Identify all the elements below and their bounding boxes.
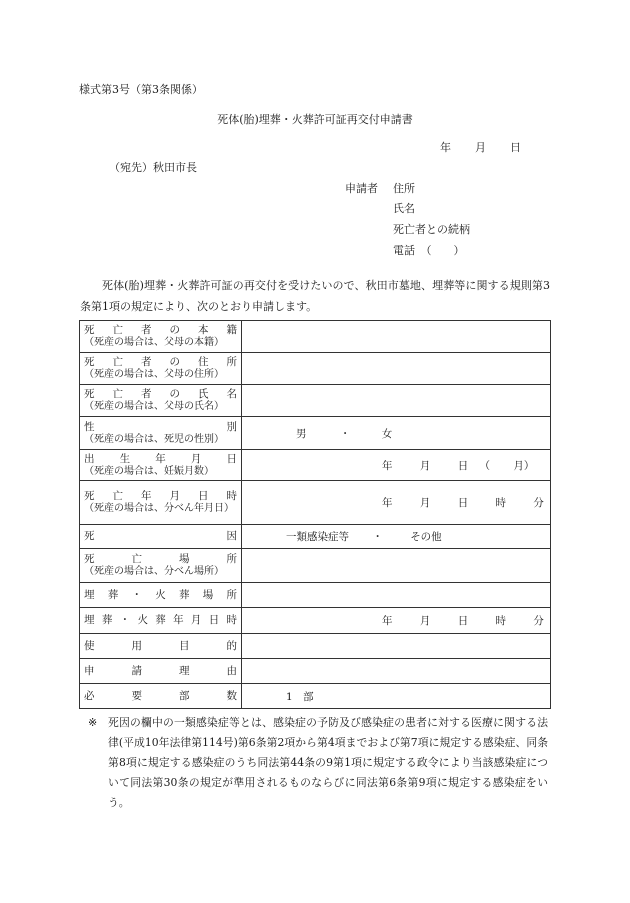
label-char: 者 (141, 356, 152, 368)
label-main (84, 589, 237, 602)
label-char: 生 (119, 452, 131, 465)
label-death-time (80, 481, 242, 525)
label-char: 要 (131, 689, 142, 702)
death-day: 日 (457, 497, 469, 509)
label-main (84, 324, 237, 337)
label-char: 死 (84, 324, 95, 336)
note-text: 死因の欄中の一類感染症等とは、感染症の予防及び感染症の患者に対する医療に関する法律(平成10年法律第114号)第6条第2項から第4項までおよび第7項に規定する感染症、同条第8項に規定する感染症のうち同法第44条の9第1項に規定する政令により当該感染症について同法第30条の規定が準用されるものならびに同法第6条第9項に規定する感染症をいう。 (108, 716, 548, 809)
label-char: 死 (84, 553, 95, 565)
date-year: 年 (440, 141, 451, 154)
birth-day: 日 (457, 459, 469, 472)
label-char: 出 (84, 452, 95, 465)
label-char: 時 (226, 490, 237, 502)
label-char: ・ (131, 588, 142, 601)
label-char: 目 (179, 639, 190, 652)
burial-month: 月 (419, 615, 431, 627)
label-char: 亡 (112, 356, 123, 368)
label-char: 申 (84, 664, 95, 677)
value-burial-place[interactable] (242, 583, 551, 608)
note-mark: ※ (88, 716, 98, 729)
label-char: 死 (84, 388, 95, 400)
label-char: 者 (141, 388, 152, 400)
label-sub: （死産の場合は、死児の性別） (84, 433, 224, 445)
label-char: の (169, 324, 180, 336)
value-place[interactable] (242, 549, 551, 583)
value-reason[interactable] (242, 659, 551, 684)
label-char: 月 (190, 452, 202, 465)
label-sub: （死産の場合は、分べん場所） (84, 566, 224, 577)
row-purpose (80, 634, 551, 659)
label-char: 名 (226, 388, 237, 400)
label-char: 別 (226, 420, 237, 433)
death-month: 月 (419, 497, 431, 509)
row-place (80, 549, 551, 583)
label-char: 亡 (112, 490, 123, 502)
date-month: 月 (475, 141, 486, 154)
label-main (84, 614, 237, 627)
paren-open: （ (479, 459, 491, 472)
pregnancy-month: 月） (513, 459, 535, 472)
label-char: 請 (131, 664, 142, 677)
document-title: 死体(胎)埋葬・火葬許可証再交付申請書 (217, 113, 413, 126)
label-char: 用 (131, 639, 142, 652)
label-char: ・ (119, 614, 131, 626)
label-char: 葬 (179, 588, 190, 601)
value-address[interactable] (242, 353, 551, 385)
label-char: 理 (179, 664, 190, 677)
label-char: 由 (226, 664, 237, 677)
burial-hour: 時 (495, 615, 507, 627)
row-burial-time (80, 608, 551, 634)
label-main (84, 453, 237, 466)
label-char: 所 (226, 588, 237, 601)
copies-count: 1 部 (286, 690, 314, 703)
row-name (80, 385, 551, 417)
form-number: 様式第3号（第3条関係） (79, 83, 203, 96)
label-main (84, 640, 237, 653)
label-char: 死 (84, 490, 95, 502)
addressee: （宛先）秋田市長 (109, 161, 197, 174)
label-char: 亡 (112, 324, 123, 336)
cause-other[interactable]: その他 (410, 531, 442, 543)
label-char: 年 (141, 490, 152, 502)
burial-year: 年 (382, 615, 393, 627)
label-main (84, 421, 237, 434)
value-name[interactable] (242, 385, 551, 417)
row-death-time (80, 481, 551, 525)
label-sub: （死産の場合は、父母の住所） (84, 369, 224, 380)
label-char: 所 (226, 356, 237, 368)
label-sub: （死産の場合は、分べん年月日） (84, 503, 234, 514)
label-address (80, 353, 242, 385)
label-copies (80, 684, 242, 709)
label-char: 死 (84, 530, 95, 542)
label-char: 埋 (84, 614, 95, 626)
label-char: 火 (155, 588, 166, 601)
label-char: 性 (84, 420, 95, 433)
label-char: 日 (198, 490, 209, 502)
death-minute: 分 (533, 497, 544, 509)
label-char: 月 (169, 490, 180, 502)
row-address (80, 353, 551, 385)
label-char: 場 (179, 553, 190, 565)
death-hour: 時 (495, 497, 507, 509)
label-char: 必 (84, 689, 95, 702)
label-char: 埋 (84, 588, 95, 601)
label-reason (80, 659, 242, 684)
label-char: 月 (190, 614, 202, 626)
label-domicile (80, 321, 242, 353)
label-sub: （死産の場合は、妊娠月数） (84, 465, 214, 477)
label-place (80, 549, 242, 583)
label-burial-place (80, 583, 242, 608)
row-sex (80, 417, 551, 450)
label-char: 使 (84, 639, 95, 652)
label-char: 年 (173, 614, 184, 626)
label-char: 籍 (226, 324, 237, 336)
label-main (84, 490, 237, 503)
label-char: 亡 (131, 553, 142, 565)
label-sex (80, 417, 242, 450)
value-purpose[interactable] (242, 634, 551, 659)
application-statement: 死体(胎)埋葬・火葬許可証の再交付を受けたいので、秋田市墓地、埋葬等に関する規則第3条第1項の規定により、次のとおり申請します。 (80, 279, 550, 313)
label-char: 場 (202, 588, 214, 601)
label-char: 葬 (155, 614, 166, 626)
label-char: 者 (141, 324, 152, 336)
death-year: 年 (382, 497, 393, 509)
row-birth (80, 450, 551, 481)
value-sex[interactable] (242, 417, 551, 450)
separator-dot: ・ (339, 427, 351, 440)
label-main (84, 665, 237, 678)
label-char: 亡 (112, 388, 123, 400)
value-domicile[interactable] (242, 321, 551, 353)
row-copies (80, 684, 551, 709)
label-char: の (169, 356, 180, 368)
label-sub: （死産の場合は、父母の本籍） (84, 337, 224, 348)
label-sub: （死産の場合は、父母の氏名） (84, 401, 224, 412)
label-char: 本 (198, 324, 209, 336)
label-char: 葬 (101, 614, 113, 626)
label-char: 時 (226, 614, 237, 626)
cause-infectious[interactable]: 一類感染症等 (286, 531, 349, 543)
date-day: 日 (510, 141, 521, 154)
applicant-phone: 電話 （ ） (393, 244, 465, 257)
label-main (84, 553, 237, 566)
burial-day: 日 (457, 615, 469, 627)
row-burial-place (80, 583, 551, 608)
label-char: 的 (226, 639, 237, 652)
value-birth[interactable] (242, 450, 551, 481)
row-cause (80, 525, 551, 549)
label-char: 死 (84, 356, 95, 368)
application-form-table (79, 320, 551, 709)
label-main (84, 530, 237, 543)
birth-year: 年 (382, 459, 393, 472)
label-char: 火 (137, 614, 148, 626)
label-char: 日 (208, 614, 220, 626)
applicant-relation: 死亡者との続柄 (393, 223, 470, 236)
label-char: 住 (198, 356, 209, 368)
label-char: の (169, 388, 180, 400)
label-main (84, 388, 237, 401)
label-main (84, 356, 237, 369)
birth-month: 月 (419, 459, 431, 472)
value-burial-time[interactable] (242, 608, 551, 634)
applicant-label: 申請者 (345, 182, 378, 195)
label-purpose (80, 634, 242, 659)
value-copies[interactable] (242, 684, 551, 709)
value-death-time[interactable] (242, 481, 551, 525)
separator-dot: ・ (372, 531, 383, 543)
option-male[interactable]: 男 (296, 427, 307, 440)
row-domicile (80, 321, 551, 353)
applicant-address: 住所 (393, 182, 415, 195)
option-female[interactable]: 女 (381, 427, 393, 440)
label-cause (80, 525, 242, 549)
label-char: 因 (226, 530, 237, 542)
burial-minute: 分 (533, 615, 544, 627)
value-cause[interactable] (242, 525, 551, 549)
label-main (84, 690, 237, 703)
row-reason (80, 659, 551, 684)
label-burial-time (80, 608, 242, 634)
label-birth (80, 450, 242, 481)
application-date (440, 139, 521, 155)
label-char: 部 (179, 689, 190, 702)
label-char: 日 (226, 452, 237, 465)
label-char: 年 (155, 452, 166, 465)
label-name (80, 385, 242, 417)
footnote (88, 713, 548, 813)
label-char: 数 (226, 689, 237, 702)
label-char: 氏 (198, 388, 209, 400)
applicant-name: 氏名 (393, 202, 415, 215)
label-char: 所 (226, 553, 237, 565)
label-char: 葬 (107, 588, 119, 601)
